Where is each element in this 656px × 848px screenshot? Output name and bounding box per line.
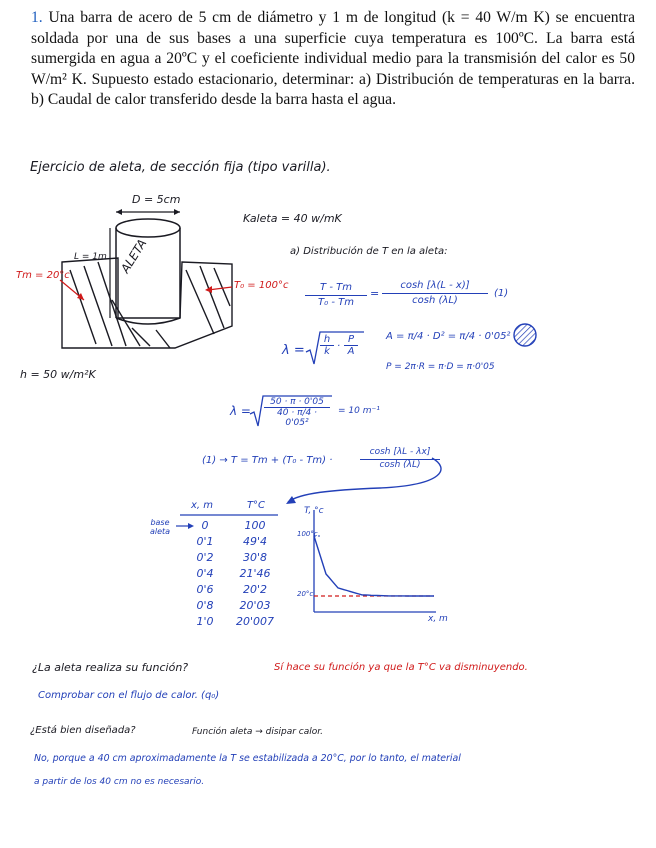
base-aleta-label: base aleta [149,518,171,536]
lambda-h: h [323,334,331,345]
x-value-5: 0'8 [196,599,214,612]
eq1-lhs-den: T₀ - Tm [305,295,367,308]
final-eq-den: cosh (λL) [360,459,440,470]
k-aleta: Kaleta = 40 w/mK [243,212,342,225]
lambda-p: P [347,334,355,345]
t-value-6: 20'007 [235,615,275,628]
fin-tm-label: Tm = 20°c [16,270,70,281]
lambda-calc-lhs: λ = [230,404,251,418]
answer-4: a partir de los 40 cm no es necesario. [34,777,205,787]
fin-t0-label: T₀ = 100°c [234,280,289,291]
eq1-tag: (1) [494,288,509,299]
x-value-0: 0 [201,519,209,532]
lambda-calc-den: 40 · π/4 · 0'05² [264,407,330,428]
lambda-dot: · [337,341,341,352]
perimeter-formula: P = 2π·R = π·D = π·0'05 [386,362,495,372]
eq1-rhs-den: cosh (λL) [382,293,488,306]
graph-xlabel: x, m [428,614,448,624]
question-1: ¿La aleta realiza su función? [32,661,189,674]
eq1-equals: = [370,287,380,300]
problem-text: Una barra de acero de 5 cm de diámetro y 1 m de longitud (k = 40 W/m K) se encuentra soldada por una de sus bases a una superficie cuya temperatura es 100ºC. La barra está sumergida en agua a 20ºC y el coeficiente individual medio para la transmisión del calor es 50 W/m² K. Supuesto estado estacionario, determinar: a) Distribución de temperaturas en la barra. b) Caudal de calor transferido desde la barra hasta el agua. [31,9,635,108]
lambda-lhs: λ = [282,343,305,358]
question-2: ¿Está bien diseñada? [30,725,136,736]
table-x-column [190,518,220,630]
answer-3: No, porque a 40 cm aproximadamente la T se estabilizada a 20°C, por lo tanto, el material [34,753,461,764]
graph-y-low: 20°c [297,590,314,598]
fin-diameter-label: D = 5cm [132,193,181,206]
lambda-calc-num: 50 · π · 0'05 [270,397,324,407]
table-t-column [232,518,278,630]
t-value-3: 21'46 [239,567,271,580]
fin-length-label: L = 1m [74,252,107,262]
lambda-k: k [320,345,334,357]
lambda-result: = 10 m⁻¹ [338,406,380,416]
fin-aleta-label: ALETA [118,236,150,276]
part-a-heading: a) Distribución de T en la aleta: [290,246,448,257]
area-formula: A = π/4 · D² = π/4 · 0'05² [386,331,511,342]
x-value-3: 0'4 [196,567,214,580]
graph-curve [314,536,434,596]
t-value-5: 20'03 [239,599,271,612]
x-value-4: 0'6 [196,583,214,596]
fin-h-label: h = 50 w/m²K [20,368,96,381]
final-eq-prefix: (1) → T = Tm + (T₀ - Tm) · [202,455,333,466]
table-x-header: x, m [190,500,214,511]
graph-ylabel: T, °c [304,506,324,516]
answer-1: Sí hace su función ya que la T°C va disminuyendo. [274,662,528,673]
question-1b: Comprobar con el flujo de calor. (q₀) [38,690,220,701]
problem-number: 1. [31,9,43,26]
eq1-lhs-num: T - Tm [320,282,352,293]
x-value-1: 0'1 [196,535,214,548]
final-eq-num: cosh [λL - λx] [369,447,431,457]
t-value-2: 30'8 [242,551,268,564]
answer-2: Función aleta → disipar calor. [192,727,323,737]
x-value-6: 1'0 [196,615,214,628]
lambda-a: A [344,345,358,357]
t-value-4: 20'2 [242,583,268,596]
notes-heading: Ejercicio de aleta, de sección fija (tipo varilla). [30,160,331,175]
temperature-graph [300,508,440,620]
x-value-2: 0'2 [196,551,214,564]
table-t-header: T°C [246,500,266,511]
eq1-rhs-num: cosh [λ(L - x)] [400,280,470,291]
t-value-0: 100 [244,519,266,532]
graph-y-top: 100°c [297,530,318,538]
t-value-1: 49'4 [242,535,268,548]
